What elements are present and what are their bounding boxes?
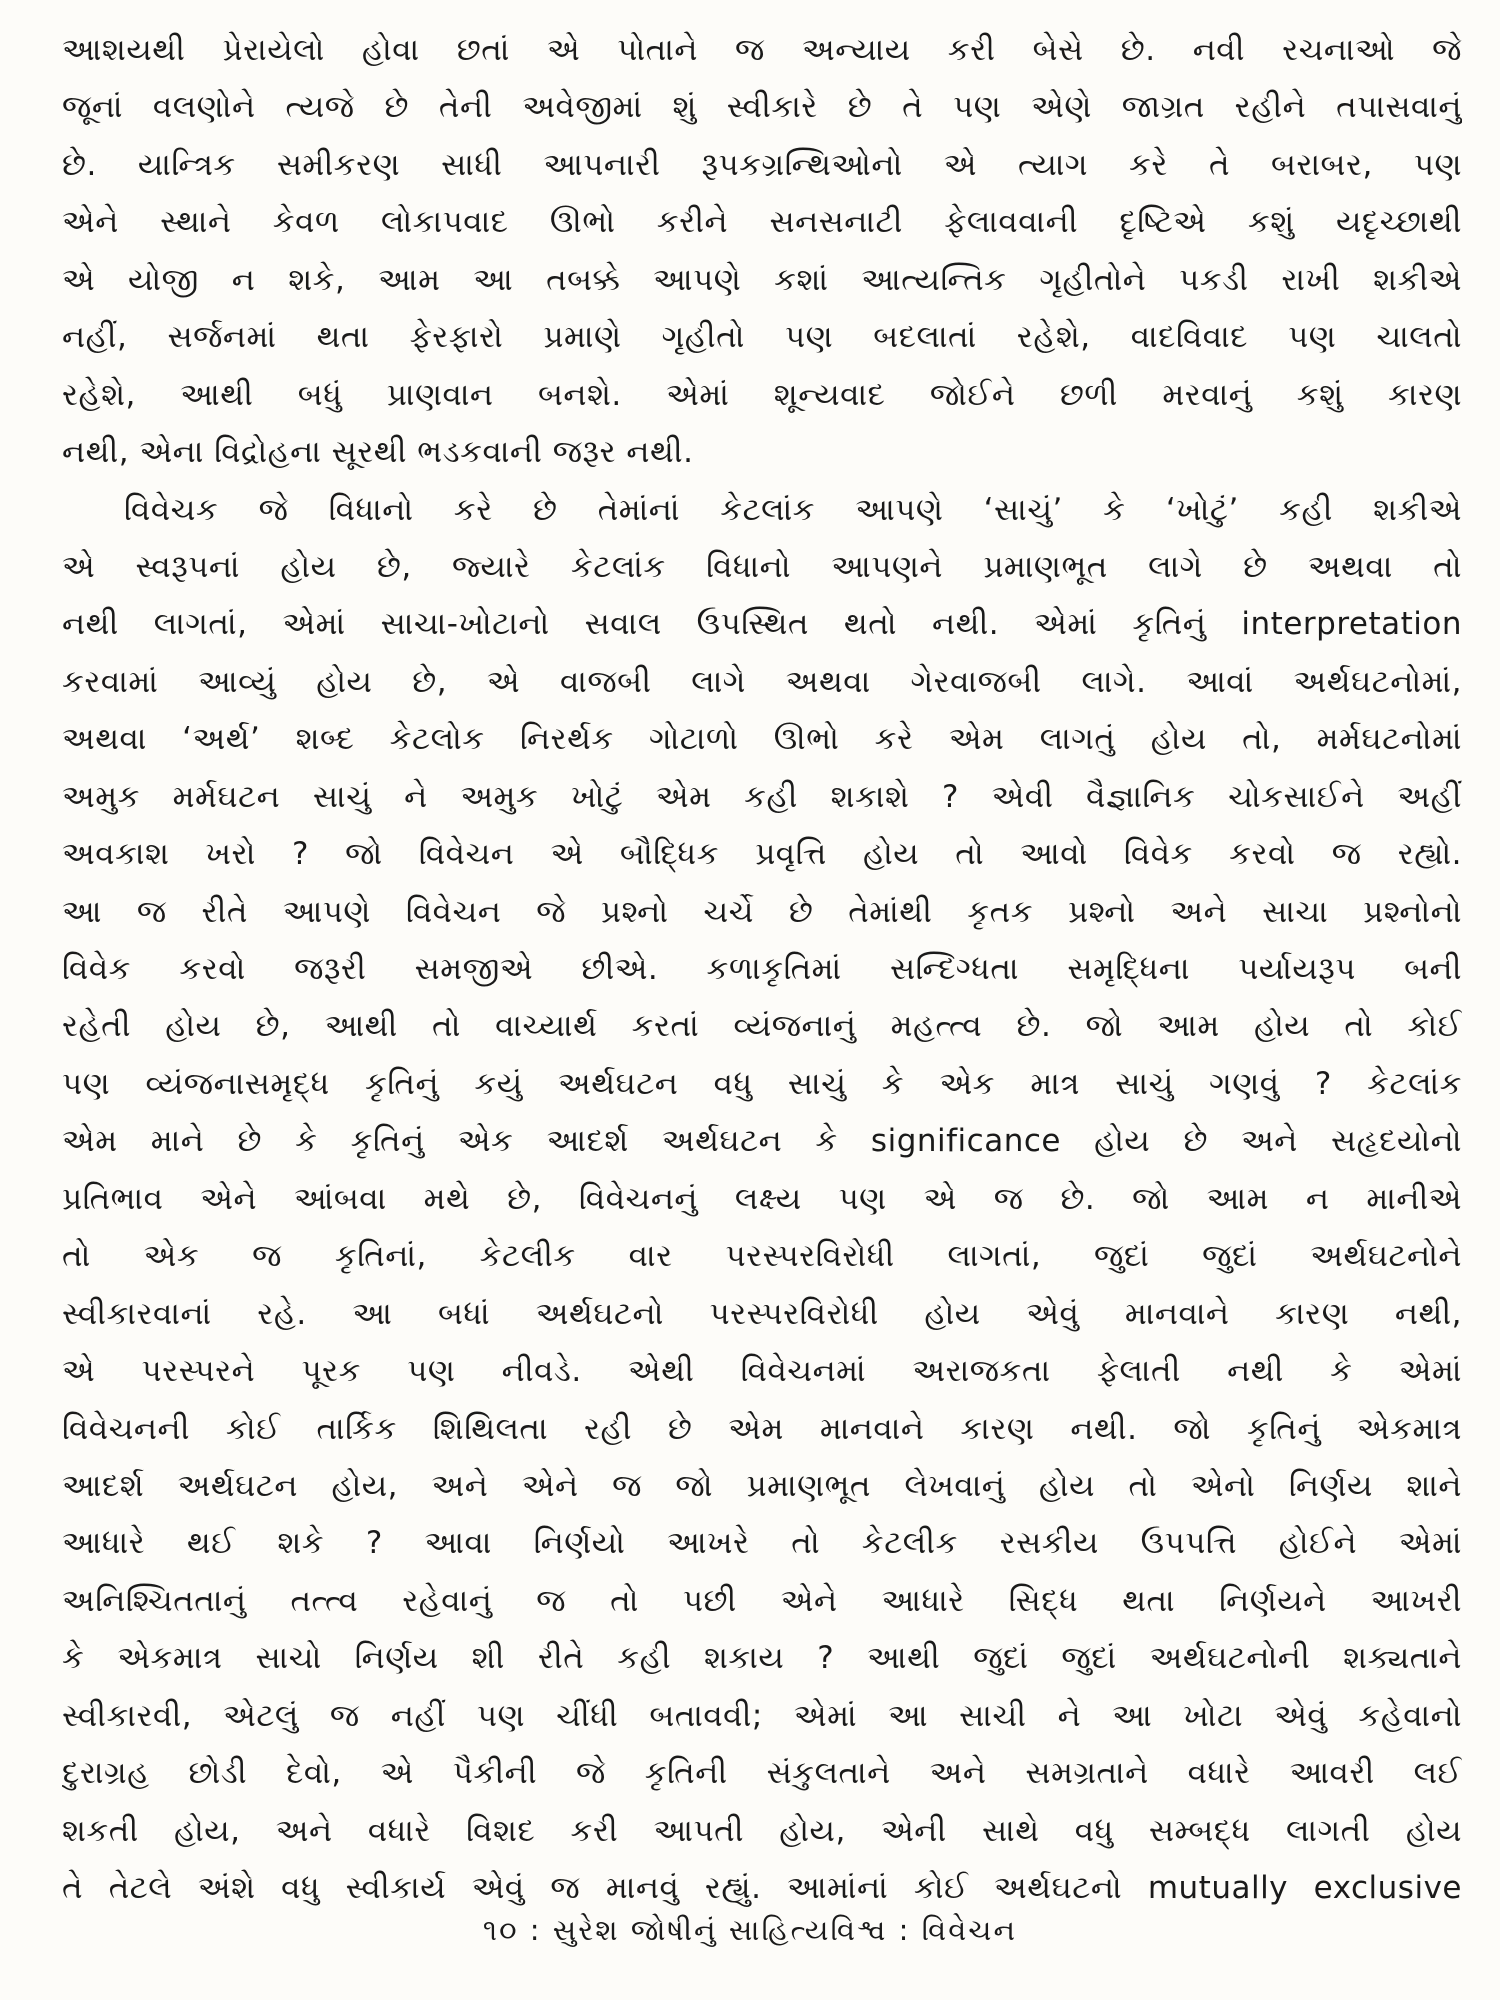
text-line-5: એ યોજી ન શકે, આમ આ તબક્કે આપણે કશાં આત્યન્તિક ગૃહીતોને પકડી રાખી શકીએ bbox=[62, 261, 1462, 298]
text-line-4: એને સ્થાને કેવળ લોકાપવાદ ઊભો કરીને સનસનાટી ફેલાવવાની દૃષ્ટિએ કશું યદૃચ્છાથી bbox=[62, 204, 1462, 241]
text-line-11: નથી લાગતાં, એમાં સાચા-ખોટાનો સવાલ ઉપસ્થિત થતો નથી. એમાં કૃતિનું interpretation bbox=[62, 606, 1462, 643]
text-line-1: આશયથી પ્રેરાયેલો હોવા છતાં એ પોતાને જ અન્યાય કરી બેસે છે. નવી રચનાઓ જે bbox=[62, 32, 1462, 68]
text-line-12: કરવામાં આવ્યું હોય છે, એ વાજબી લાગે અથવા ગેરવાજબી લાગે. આવાં અર્થઘટનોમાં, bbox=[62, 663, 1462, 700]
text-line-18: રહેતી હોય છે, આથી તો વાચ્યાર્થ કરતાં વ્યંજનાનું મહત્ત્વ છે. જો આમ હોય તો કોઈ bbox=[62, 1008, 1462, 1045]
text-line-30: સ્વીકારવી, એટલું જ નહીં પણ ચીંધી બતાવવી; એમાં આ સાચી ને આ ખોટા એવું કહેવાનો bbox=[62, 1697, 1462, 1734]
text-line-25: વિવેચનની કોઈ તાર્કિક શિથિલતા રહી છે એમ માનવાને કારણ નથી. જો કૃતિનું એકમાત્ર bbox=[62, 1410, 1462, 1447]
page-footer: ૧૦ : સુરેશ જોષીનું સાહિત્યવિશ્વ : વિવેચન bbox=[482, 1913, 1018, 1947]
text-line-14: અમુક મર્મઘટન સાચું ને અમુક ખોટું એમ કહી શકાશે ? એવી વૈજ્ઞાનિક ચોકસાઈને અહીં bbox=[62, 778, 1462, 815]
text-line-27: આધારે થઈ શકે ? આવા નિર્ણયો આખરે તો કેટલીક રસકીય ઉપપત્તિ હોઈને એમાં bbox=[62, 1525, 1462, 1562]
text-line-16: આ જ રીતે આપણે વિવેચન જે પ્રશ્નો ચર્ચે છે તેમાંથી કૃતક પ્રશ્નો અને સાચા પ્રશ્નોનો bbox=[62, 893, 1462, 930]
text-line-7: રહેશે, આથી બધું પ્રાણવાન બનશે. એમાં શૂન્યવાદ જોઈને છળી મરવાનું કશું કારણ bbox=[62, 376, 1462, 413]
text-line-10: એ સ્વરૂપનાં હોય છે, જ્યારે કેટલાંક વિધાનો આપણને પ્રમાણભૂત લાગે છે અથવા તો bbox=[62, 548, 1462, 585]
text-line-13: અથવા ‘અર્થ’ શબ્દ કેટલોક નિરર્થક ગોટાળો ઊભો કરે એમ લાગતું હોય તો, મર્મઘટનોમાં bbox=[62, 721, 1462, 758]
text-line-2: જૂનાં વલણોને ત્યજે છે તેની અવેજીમાં શું સ્વીકારે છે તે પણ એણે જાગ્રત રહીને તપાસવાનું bbox=[62, 89, 1462, 126]
text-line-3: છે. યાન્ત્રિક સમીકરણ સાધી આપનારી રૂપકગ્રન્થિઓનો એ ત્યાગ કરે તે બરાબર, પણ bbox=[62, 146, 1462, 183]
text-line-19: પણ વ્યંજનાસમૃદ્ધ કૃતિનું કયું અર્થઘટન વધુ સાચું કે એક માત્ર સાચું ગણવું ? કેટલાંક bbox=[62, 1065, 1462, 1102]
text-line-9: વિવેચક જે વિધાનો કરે છે તેમાંનાં કેટલાંક આપણે ‘સાચું’ કે ‘ખોટું’ કહી શકીએ bbox=[124, 491, 1462, 528]
text-line-26: આદર્શ અર્થઘટન હોય, અને એને જ જો પ્રમાણભૂત લેખવાનું હોય તો એનો નિર્ણય શાને bbox=[62, 1467, 1462, 1504]
body-text bbox=[62, 22, 1462, 1917]
text-line-15: અવકાશ ખરો ? જો વિવેચન એ બૌદ્ધિક પ્રવૃત્તિ હોય તો આવો વિવેક કરવો જ રહ્યો. bbox=[62, 836, 1462, 873]
text-line-20: એમ માને છે કે કૃતિનું એક આદર્શ અર્થઘટન કે significance હોય છે અને સહૃદયોનો bbox=[62, 1123, 1462, 1160]
text-line-6: નહીં, સર્જનમાં થતા ફેરફારો પ્રમાણે ગૃહીતો પણ બદલાતાં રહેશે, વાદવિવાદ પણ ચાલતો bbox=[62, 319, 1462, 356]
text-line-23: સ્વીકારવાનાં રહે. આ બધાં અર્થઘટનો પરસ્પરવિરોધી હોય એવું માનવાને કારણ નથી, bbox=[62, 1295, 1462, 1332]
text-line-22: તો એક જ કૃતિનાં, કેટલીક વાર પરસ્પરવિરોધી લાગતાં, જુદાં જુદાં અર્થઘટનોને bbox=[62, 1238, 1462, 1275]
text-line-29: કે એકમાત્ર સાચો નિર્ણય શી રીતે કહી શકાય ? આથી જુદાં જુદાં અર્થઘટનોની શક્યતાને bbox=[62, 1640, 1462, 1677]
text-line-17: વિવેક કરવો જરૂરી સમજીએ છીએ. કળાકૃતિમાં સન્દિગ્ધતા સમૃદ્ધિના પર્યાયરૂપ બની bbox=[62, 951, 1462, 987]
text-line-31: દુરાગ્રહ છોડી દેવો, એ પૈકીની જે કૃતિની સંકુલતાને અને સમગ્રતાને વધારે આવરી લઈ bbox=[62, 1755, 1462, 1792]
text-line-21: પ્રતિભાવ એને આંબવા મથે છે, વિવેચનનું લક્ષ્ય પણ એ જ છે. જો આમ ન માનીએ bbox=[62, 1180, 1462, 1217]
text-line-33: તે તેટલે અંશે વધુ સ્વીકાર્ય એવું જ માનવું રહ્યું. આમાંનાં કોઈ અર્થઘટનો mutually exclusive bbox=[62, 1870, 1462, 1906]
text-line-24: એ પરસ્પરને પૂરક પણ નીવડે. એથી વિવેચનમાં અરાજકતા ફેલાતી નથી કે એમાં bbox=[62, 1353, 1462, 1390]
text-line-8: નથી, એના વિદ્રોહના સૂરથી ભડકવાની જરૂર નથી. bbox=[62, 434, 694, 471]
text-line-28: અનિશ્ચિતતાનું તત્ત્વ રહેવાનું જ તો પછી એને આધારે સિદ્ધ થતા નિર્ણયને આખરી bbox=[62, 1582, 1462, 1619]
text-line-32: શકતી હોય, અને વધારે વિશદ કરી આપતી હોય, એની સાથે વધુ સમ્બદ્ધ લાગતી હોય bbox=[62, 1812, 1462, 1849]
